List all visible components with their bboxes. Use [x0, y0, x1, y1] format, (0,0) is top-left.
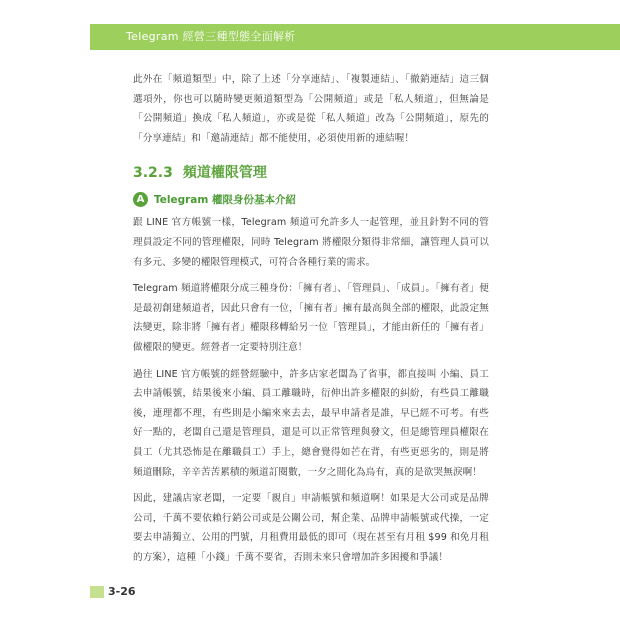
body-paragraph: 跟 LINE 官方帳號一樣，Telegram 頻道可允許多人一起管理，並且針對不同的管理員設定不同的管理權限，同時 Telegram 將權限分類得非常細，讓管理人員可以有多元、多變的權限管理模式，可符合各種行業的需求。	[133, 217, 489, 268]
chapter-header-title: Telegram 經營三種型態全面解析	[126, 30, 296, 43]
section-number: 3.2.3	[133, 165, 173, 182]
page-content	[133, 70, 489, 574]
subsection-badge-icon: A	[133, 192, 148, 207]
body-paragraph: Telegram 頻道將權限分成三種身份：「擁有者」、「管理員」、「成員」。「擁有者」便是最初創建頻道者，因此只會有一位，「擁有者」擁有最高與全部的權限，此設定無法變更，除非將「擁有者」權限移轉給另一位「管理員」，才能由新任的「擁有者」做權限的變更。經營者一定要特別注意！	[133, 283, 489, 353]
page-number: 3-26	[108, 585, 136, 598]
section-heading	[133, 162, 489, 182]
intro-paragraph: 此外在「頻道類型」中，除了上述「分享連結」、「複製連結」、「撤銷連結」這三個選項外，你也可以隨時變更頻道類型為「公開頻道」或是「私人頻道」，但無論是「公開頻道」換成「私人頻道」，亦或是從「私人頻道」改為「公開頻道」，原先的「分享連結」和「邀請連結」都不能使用，必須使用新的連結喔！	[133, 74, 489, 144]
body-paragraph: 過往 LINE 官方帳號的經營經驗中，許多店家老闆為了省事，都直接叫 小編、員工去申請帳號，結果後來小編、員工離職時，衍伸出許多權限的糾紛，有些員工離職後，連理都不理，有些則是小編來來去去，最早申請者是誰，早已經不可考。有些好一點的，老闆自己還是管理員，還是可以正常管理與發文，但是總管理員權限在員工（尤其恐怖是在離職員工）手上，總會覺得如芒在背，有些更惡劣的，則是將頻道刪除，辛辛苦苦累積的頻道訂閱數，一夕之間化為烏有，真的是欲哭無淚啊！	[133, 368, 489, 478]
section-title: 頻道權限管理	[182, 165, 267, 182]
subsection-heading	[133, 192, 489, 207]
subsection-title: Telegram 權限身份基本介紹	[154, 194, 296, 207]
footer-accent-block	[90, 586, 104, 598]
body-paragraph: 因此，建議店家老闆，一定要「親自」申請帳號和頻道啊！如果是大公司或是品牌公司，千萬不要依賴行銷公司或是公關公司，幫企業、品牌申請帳號或代操，一定要去申請獨立、公用的門號，月租費用最低的即可（現在甚至有月租 $99 和免月租的方案），這種「小錢」千萬不要省，否則未來只會增加許多困擾和爭議！	[133, 493, 489, 563]
